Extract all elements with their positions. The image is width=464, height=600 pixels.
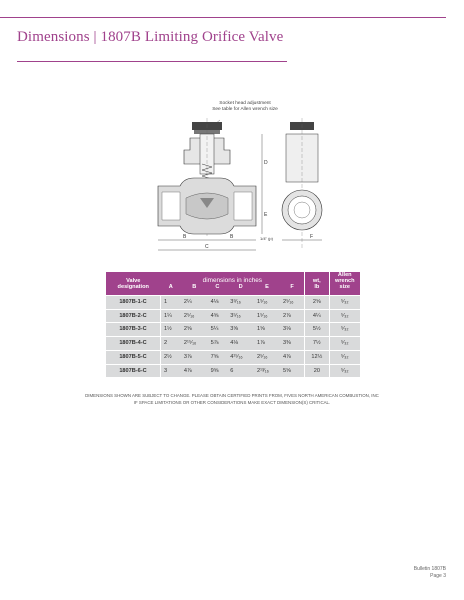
cell-a: 1¼ <box>161 309 181 323</box>
cell-d: 4⅛ <box>227 337 254 351</box>
header-col-c: C <box>208 284 228 296</box>
header-allen <box>329 272 360 284</box>
cell-allen: ⁵⁄₃₂ <box>329 337 360 351</box>
cell-d: 3⁵⁄₁₆ <box>227 309 254 323</box>
cell-f: 3⅛ <box>280 323 305 337</box>
cell-e: 1⁵⁄₁₆ <box>254 296 280 310</box>
dim-label-e: E <box>264 212 268 218</box>
header-col-e: E <box>254 284 280 296</box>
cell-f: 3⅜ <box>280 337 305 351</box>
dim-label-b2: B <box>230 234 234 240</box>
cell-wt: 5½ <box>305 323 329 337</box>
cell-b: 4⅞ <box>181 364 208 377</box>
cell-b: 3⅞ <box>181 350 208 364</box>
page-title: Dimensions | 1807B Limiting Orifice Valve <box>17 29 284 45</box>
disclaimer-line-2: IF SPACE LIMITATIONS OR OTHER CONSIDERATIONS MAKE EXACT DIMENSION(S) CRITICAL. <box>133 399 331 405</box>
cell-a: 2 <box>161 337 181 351</box>
table-row <box>106 309 360 323</box>
header-wt-2: lb <box>305 284 329 296</box>
header-designation: designation <box>106 284 161 296</box>
cell-c: 5⅞ <box>208 337 228 351</box>
row-designation: 1807B-1-C <box>106 296 161 310</box>
header-col-f: F <box>280 284 305 296</box>
cell-e: 1⅝ <box>254 323 280 337</box>
cell-f: 5⅝ <box>280 364 305 377</box>
row-designation: 1807B-5-C <box>106 350 161 364</box>
table-row <box>106 296 360 310</box>
header-col-d: D <box>227 284 254 296</box>
cell-a: 3 <box>161 364 181 377</box>
header-valve: Valve <box>106 272 161 284</box>
dim-label-f: F <box>310 234 314 240</box>
cell-allen: ⁵⁄₃₂ <box>329 296 360 310</box>
cell-b: 2¹⁵⁄₁₆ <box>181 337 208 351</box>
row-designation: 1807B-6-C <box>106 364 161 377</box>
cell-wt: 4¼ <box>305 309 329 323</box>
footer-page-number: Page 3 <box>430 573 446 579</box>
cell-c: 5¼ <box>208 323 228 337</box>
cell-c: 9⅝ <box>208 364 228 377</box>
cell-e: 1⅞ <box>254 337 280 351</box>
cell-allen: ⁵⁄₃₂ <box>329 309 360 323</box>
cell-allen: ⁵⁄₃₂ <box>329 323 360 337</box>
footer-bulletin: Bulletin 1807B <box>413 566 446 572</box>
table-row <box>106 323 360 337</box>
header-wt-1: wt, <box>305 272 329 284</box>
cell-b: 2¼ <box>181 296 208 310</box>
header-allen-2: wrench <box>334 278 355 284</box>
cell-b: 2⅝ <box>181 323 208 337</box>
cell-a: 1½ <box>161 323 181 337</box>
disclaimer <box>60 393 404 407</box>
cell-f: 4⅞ <box>280 350 305 364</box>
cell-d: 3⅝ <box>227 323 254 337</box>
callout-line-2: See table for Allen wrench size <box>212 107 278 112</box>
header-allen-3: size <box>329 284 360 296</box>
table-row <box>106 337 360 351</box>
dim-label-c: C <box>205 244 209 250</box>
top-rule <box>0 17 446 18</box>
cell-d: 4¹⁵⁄₁₆ <box>227 350 254 364</box>
header-col-a: A <box>161 284 181 296</box>
dim-label-b: B <box>183 234 187 240</box>
callout-line-1: Socket head adjustment <box>219 101 271 106</box>
cell-wt: 7½ <box>305 337 329 351</box>
row-designation: 1807B-4-C <box>106 337 161 351</box>
cell-wt: 20 <box>305 364 329 377</box>
row-designation: 1807B-3-C <box>106 323 161 337</box>
table-row <box>106 364 360 377</box>
cell-e: 2⁵⁄₁₆ <box>254 350 280 364</box>
cell-wt: 12½ <box>305 350 329 364</box>
header-allen-1: Allen <box>337 272 352 278</box>
valve-dimension-drawing <box>150 98 330 264</box>
cell-f: 2⁵⁄₁₆ <box>280 296 305 310</box>
table-row <box>106 350 360 364</box>
cell-f: 2⅞ <box>280 309 305 323</box>
cell-a: 2½ <box>161 350 181 364</box>
dim-label-d: D <box>264 160 268 166</box>
cell-c: 7⅝ <box>208 350 228 364</box>
cell-allen: ⁵⁄₃₂ <box>329 350 360 364</box>
header-col-b: B <box>181 284 208 296</box>
cell-d: 6 <box>227 364 254 377</box>
row-designation: 1807B-2-C <box>106 309 161 323</box>
header-dimensions: dimensions in inches <box>161 272 305 284</box>
cell-b: 2⁵⁄₁₆ <box>181 309 208 323</box>
dim-label-note: 1/4" (p) <box>260 236 273 241</box>
cell-d: 3⁹⁄₁₆ <box>227 296 254 310</box>
cell-c: 4⅝ <box>208 309 228 323</box>
cell-e: 2¹³⁄₁₆ <box>254 364 280 377</box>
disclaimer-line-1: DIMENSIONS SHOWN ARE SUBJECT TO CHANGE. PLEASE OBTAIN CERTIFIED PRINTS FROM, FIVES NORTH AMERICAN COMBUSTION, INC <box>85 393 379 398</box>
dimensions-table <box>106 272 360 377</box>
cell-wt: 2⅝ <box>305 296 329 310</box>
cell-a: 1 <box>161 296 181 310</box>
title-rule <box>17 61 287 62</box>
page-footer <box>414 566 446 580</box>
cell-allen: ⁵⁄₃₂ <box>329 364 360 377</box>
cell-c: 4⅛ <box>208 296 228 310</box>
cell-e: 1⁵⁄₁₆ <box>254 309 280 323</box>
dimensions-table-wrap <box>106 272 360 377</box>
